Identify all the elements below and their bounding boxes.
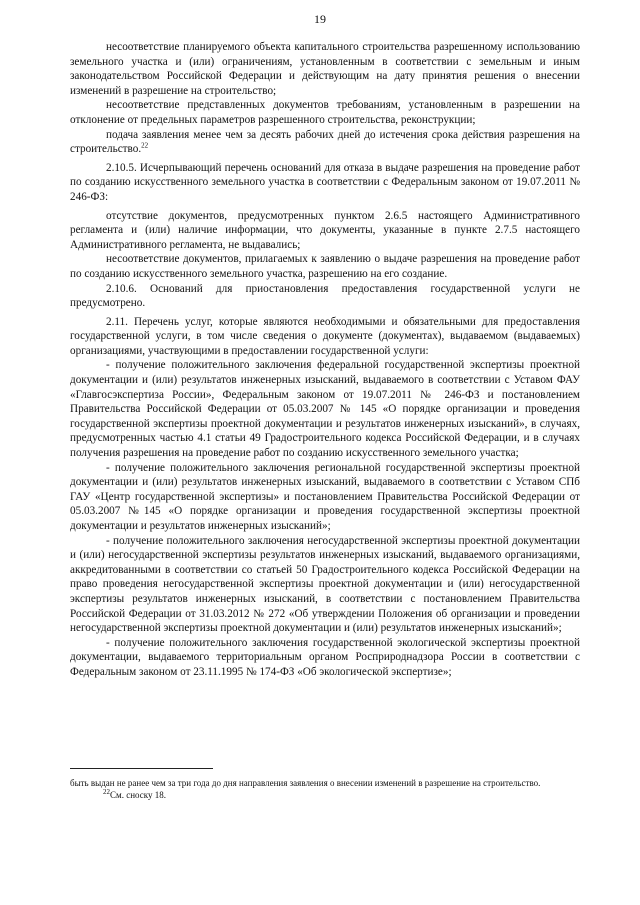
footnotes	[70, 777, 580, 801]
list-item: - получение положительного заключения федеральной государственной экспертизы проектной документации и (или) результатов инженерных изысканий, выдаваемого в соответствии с Уставом ФАУ «Главгосэкспертиза России», Федеральным законом от 19.07.2011 № 246-ФЗ и постановлением Правительства Российской Федерации от 05.03.2007 № 145 «О порядке организации и проведения государственной экспертизы проектной документации и результатов инженерных изысканий», в случаях, предусмотренных частью 4.1 статьи 49 Градостроительного кодекса Российской Федерации, и в случаях получения разрешения на проведение работ по созданию искусственного земельного участка;	[70, 359, 580, 460]
paragraph: 2.11. Перечень услуг, которые являются необходимыми и обязательными для предоставления государственной услуги, в том числе сведения о документе (документах), выдаваемом (выдаваемых) организациями, участвующими в предоставлении государственной услуги:	[70, 315, 580, 357]
body-text	[70, 40, 580, 680]
paragraph-with-footnote	[70, 128, 580, 157]
list-item: - получение положительного заключения государственной экологической экспертизы проектной документации, выдаваемого территориальным органом Росприроднадзора России в соответствии с Федеральным законом от 23.11.1995 № 174-ФЗ «Об экологической экспертизе»;	[70, 636, 580, 678]
footnote-text: См. сноску 18.	[110, 790, 166, 800]
paragraph: 2.10.5. Исчерпывающий перечень оснований для отказа в выдаче разрешения на проведение работ по созданию искусственного земельного участка в соответствии с Федеральным законом от 19.07.2011 № 246-ФЗ:	[70, 161, 580, 203]
list-item: - получение положительного заключения негосударственной экспертизы проектной документации и (или) негосударственной экспертизы результатов инженерных изысканий, выдаваемого организациями, аккредитованными в соответствии со статьей 50 Градостроительного кодекса Российской Федерации на право проведения негосударственной экспертизы проектной документации и (или) негосударственной экспертизы результатов инженерных изысканий, в соответствии с постановлением Правительства Российской Федерации от 31.03.2012 № 272 «Об утверждении Положения об организации и проведении негосударственной экспертизы проектной документации и (или) результатов инженерных изысканий»;	[70, 534, 580, 635]
footnote	[70, 789, 580, 801]
paragraph: несоответствие планируемого объекта капитального строительства разрешенному использованию земельного участка и (или) ограничениям, установленным в соответствии с земельным и иным законодательством Российской Федерации и действующим на дату принятия решения о внесении изменений в разрешение на строительство;	[70, 41, 580, 97]
paragraph: отсутствие документов, предусмотренных пунктом 2.6.5 настоящего Административного регламента и (или) наличие информации, что документы, указанные в пункте 2.7.5 настоящего Административного регламента, не выдавались;	[70, 209, 580, 251]
paragraph: несоответствие документов, прилагаемых к заявлению о выдаче разрешения на проведение работ по созданию искусственного земельного участка, разрешению на его создание.	[70, 253, 580, 280]
footnote-reference[interactable]: 22	[141, 141, 149, 150]
footnote-number: 22	[103, 788, 110, 796]
paragraph-text: подача заявления менее чем за десять рабочих дней до истечения срока действия разрешения на строительство.	[70, 128, 580, 156]
footnote-continuation: быть выдан не ранее чем за три года до дня направления заявления о внесении изменений в разрешение на строительство.	[70, 778, 541, 788]
list-item: - получение положительного заключения региональной государственной экспертизы проектной документации и (или) результатов инженерных изысканий, выдаваемого в соответствии с Уставом СПб ГАУ «Центр государственной экспертизы» и постановлением Правительства Российской Федерации от 05.03.2007 №145 «О порядке организации и проведения государственной экспертизы проектной документации и результатов инженерных изысканий»;	[70, 461, 580, 532]
paragraph: 2.10.6. Оснований для приостановления предоставления государственной услуги не предусмотрено.	[70, 282, 580, 310]
footnote-divider	[70, 768, 213, 769]
paragraph: несоответствие представленных документов требованиям, установленным в разрешении на отклонение от предельных параметров разрешенного строительства, реконструкции;	[70, 99, 580, 126]
page-number: 19	[314, 12, 326, 26]
